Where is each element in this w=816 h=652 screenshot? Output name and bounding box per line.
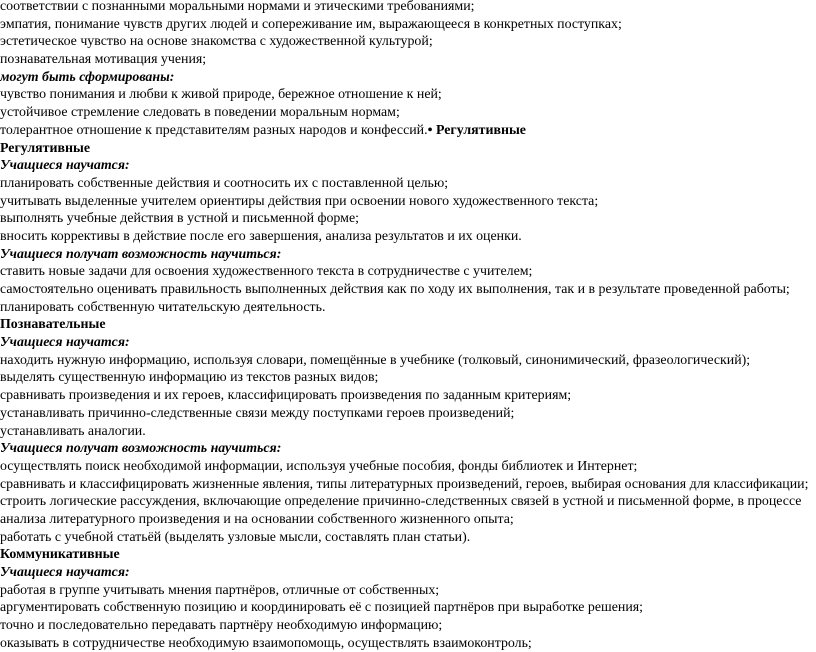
text-line: сравнивать произведения и их героев, классифицировать произведения по заданным критериям; [0,388,572,404]
section-heading-cognitive: Познавательные [0,317,106,333]
trailing-heading: Регулятивные [435,122,526,138]
text-line: точно и последовательно передавать партнёру необходимую информацию; [0,618,443,634]
text-line: оказывать в сотрудничестве необходимую взаимопомощь, осуществлять взаимоконтроль; [0,635,532,651]
text-line: устанавливать аналогии. [0,423,146,439]
text-line: познавательная мотивация учения; [0,52,207,68]
text-line: соответствии с познанными моральными нормами и этическими требованиями; [0,0,475,14]
subheading: Учащиеся научатся: [0,158,130,174]
text-line: аргументировать собственную позицию и координировать её с позицией партнёров при выработке решения; [0,600,644,616]
text-line: эстетическое чувство на основе знакомства с художественной культурой; [0,34,433,50]
section-heading-regulative: Регулятивные [0,140,91,156]
subheading: Учащиеся получат возможность научиться: [0,246,282,262]
text-line-with-trailing-heading [0,122,816,140]
text-line: осуществлять поиск необходимой информации, используя учебные пособия, фонды библиотек и Интернет; [0,458,638,474]
text-line: ставить новые задачи для освоения художественного текста в сотрудничестве с учителем; [0,264,533,280]
text-line: работать с учебной статьёй (выделять узловые мысли, составлять план статьи). [0,529,471,545]
subheading: Учащиеся научатся: [0,565,130,581]
text-line: устанавливать причинно-следственные связи между поступками героев произведений; [0,405,515,421]
text-line: находить нужную информацию, используя словари, помещённые в учебнике (толковый, синонимический, фразеологический); [0,352,751,368]
text-line: планировать собственную читательскую деятельность. [0,299,326,315]
text-line: выполнять учебные действия в устной и письменной форме; [0,211,359,227]
section-heading-communicative: Коммуникативные [0,547,120,563]
text-line-content: толерантное отношение к представителям разных народов и конфессий. [0,122,428,138]
text-line: вносить коррективы в действие после его завершения, анализа результатов и их оценки. [0,228,522,244]
text-line: эмпатия, понимание чувств других людей и сопереживание им, выражающееся в конкретных поступках; [0,16,622,32]
subheading: могут быть сформированы: [0,69,175,85]
bullet-icon: • [427,122,433,138]
text-line: работая в группе учитывать мнения партнёров, отличные от собственных; [0,582,440,598]
text-line: планировать собственные действия и соотносить их с поставленной целью; [0,175,449,191]
text-line: сравнивать и классифицировать жизненные явления, типы литературных произведений, героев, выбирая основания для классификации; [0,476,809,492]
subheading: Учащиеся получат возможность научиться: [0,441,282,457]
text-line-wrapped: строить логические рассуждения, включающие определение причинно-следственных связей в устной и письменной форме, в процессе анализа литературного произведения и на основании собственного жизненного опыта; [0,494,802,527]
text-line: выделять существенную информацию из текстов разных видов; [0,370,379,386]
text-line: чувство понимания и любви к живой природе, бережное отношение к ней; [0,87,442,103]
subheading: Учащиеся научатся: [0,335,130,351]
text-line: устойчивое стремление следовать в поведении моральным нормам; [0,105,400,121]
text-line: самостоятельно оценивать правильность выполненных действия как по ходу их выполнения, так и в результате проведенной работы; [0,282,790,297]
text-line: учитывать выделенные учителем ориентиры действия при освоении нового художественного текста; [0,193,599,209]
